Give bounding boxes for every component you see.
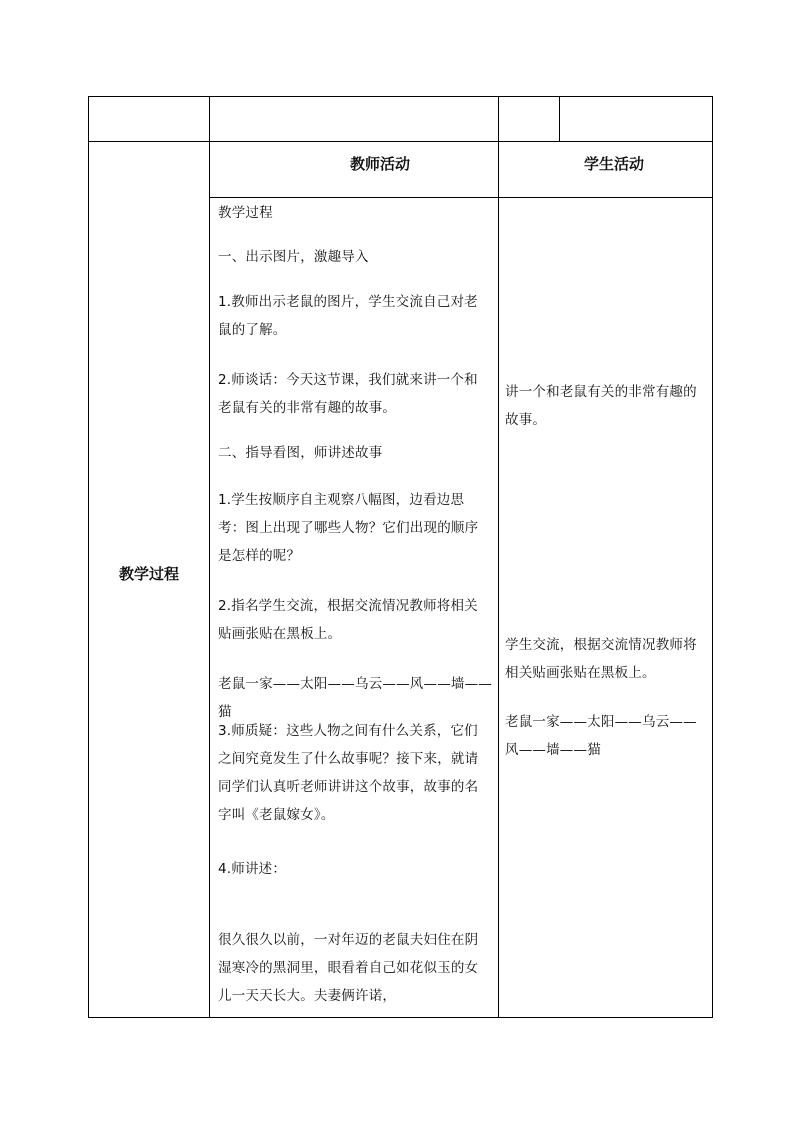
table-border-top bbox=[88, 96, 713, 97]
teacher-para-title: 教学过程 bbox=[218, 205, 273, 221]
student-para-2: 学生交流，根据交流情况教师将相关贴画张贴在黑板上。 bbox=[505, 637, 697, 681]
teacher-para-5: 3.师质疑：这些人物之间有什么关系，它们之间究竟发生了什么故事呢？接下来，就请同学们认真听老师讲讲这个故事，故事的名字叫《老鼠嫁女》。 bbox=[218, 723, 479, 823]
teacher-para-4: 2.指名学生交流，根据交流情况教师将相关贴画张贴在黑板上。 bbox=[218, 598, 478, 642]
section-label: 教学过程 bbox=[118, 565, 179, 583]
teacher-para-6: 4.师讲述： bbox=[218, 861, 287, 877]
teacher-para-section-2: 二、指导看图，师讲述故事 bbox=[218, 445, 383, 461]
teacher-para-3: 1.学生按顺序自主观察八幅图，边看边思考：图上出现了哪些人物？它们出现的顺序是怎样的呢？ bbox=[218, 492, 479, 564]
teacher-para-1: 1.教师出示老鼠的图片，学生交流自己对老鼠的了解。 bbox=[218, 294, 478, 338]
table-border-right bbox=[712, 96, 713, 1018]
student-para-1: 讲一个和老鼠有关的非常有趣的故事。 bbox=[505, 384, 697, 428]
student-activity-header: 学生活动 bbox=[584, 155, 645, 173]
student-para-sequence: 老鼠一家——太阳——乌云——风——墙——猫 bbox=[505, 714, 697, 758]
table-col-divider-3 bbox=[559, 96, 560, 142]
teacher-para-story: 很久很久以前，一对年迈的老鼠夫妇住在阴湿寒冷的黑洞里，眼看着自己如花似玉的女儿一天天长大。夫妻俩许诺， bbox=[218, 932, 479, 1004]
table-col-divider-1 bbox=[209, 96, 210, 1018]
table-row-divider-2 bbox=[209, 197, 713, 198]
teacher-para-sequence: 老鼠一家——太阳——乌云——风——墙——猫 bbox=[218, 676, 492, 720]
table-border-bottom bbox=[88, 1017, 713, 1018]
teacher-activity-header: 教师活动 bbox=[350, 155, 411, 173]
table-border-left bbox=[88, 96, 89, 1018]
teacher-para-2: 2.师谈话：今天这节课，我们就来讲一个和老鼠有关的非常有趣的故事。 bbox=[218, 372, 478, 416]
table-row-divider-1 bbox=[88, 141, 713, 142]
teacher-para-section-1: 一、出示图片，激趣导入 bbox=[218, 249, 369, 265]
table-col-divider-2 bbox=[498, 96, 499, 1018]
